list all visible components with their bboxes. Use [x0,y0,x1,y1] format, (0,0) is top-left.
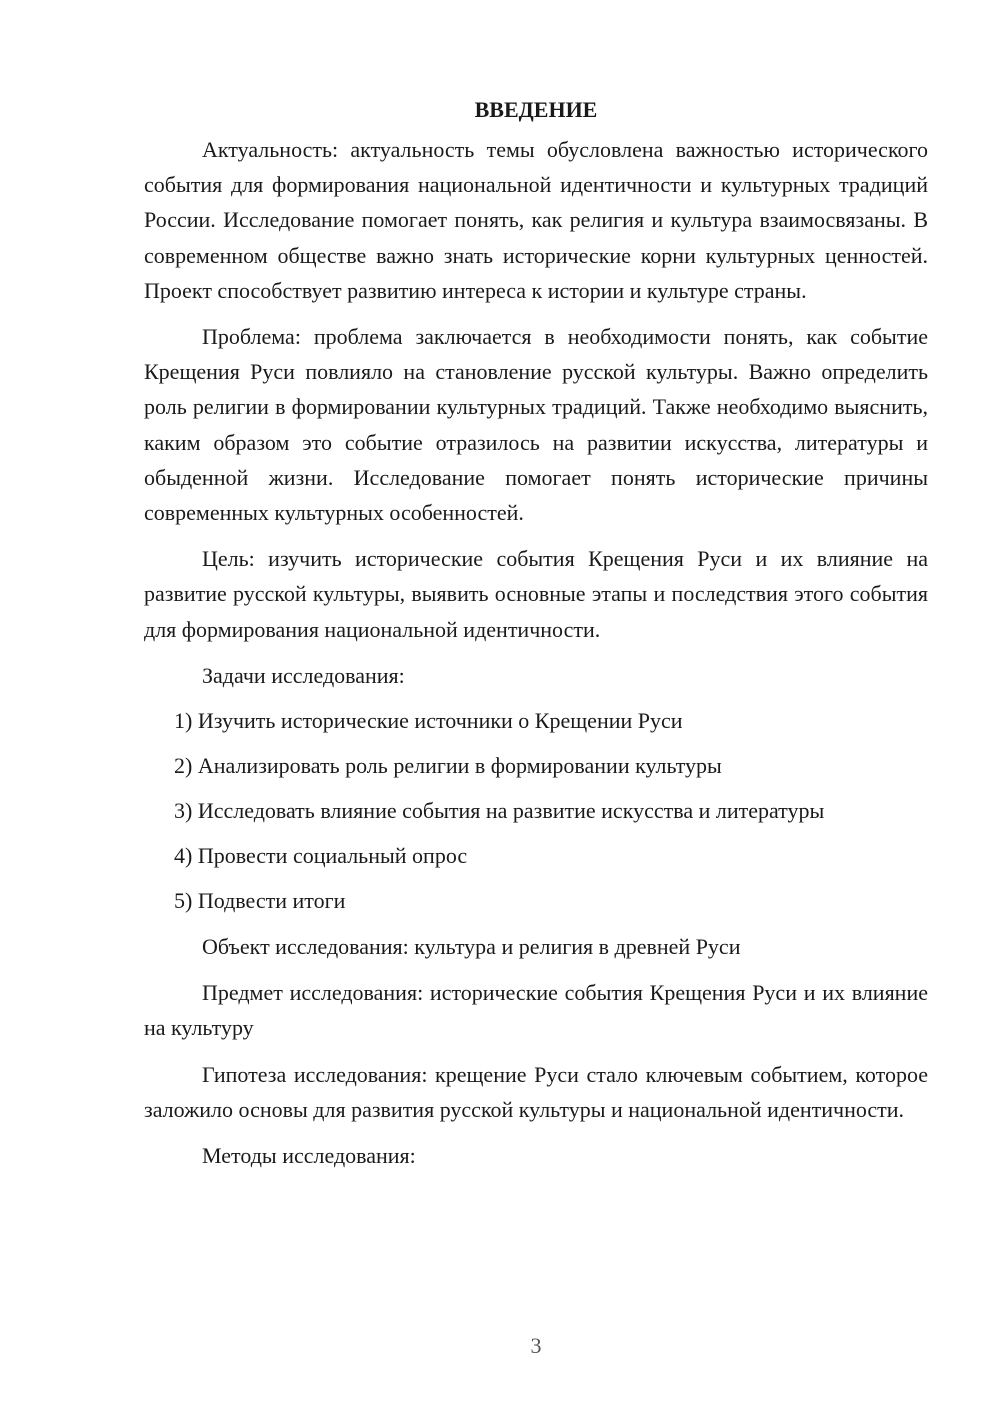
object-paragraph: Объект исследования: культура и религия в древней Руси [202,934,741,960]
list-item: 4) Провести социальный опрос [174,843,468,869]
list-item: 1) Изучить исторические источники о Крещении Руси [174,708,683,734]
tasks-title: Задачи исследования: [202,662,405,688]
document-page [144,92,928,1184]
hypothesis-paragraph: Гипотеза исследования: крещение Руси стало ключевым событием, которое заложило основы для развития русской культуры и национальной идентичности. [144,1061,928,1122]
list-item: 2) Анализировать роль религии в формировании культуры [174,753,722,779]
goal-paragraph: Цель: изучить исторические события Крещения Руси и их влияние на развитие русской культуры, выявить основные этапы и последствия этого события для формирования национальной идентичности. [144,546,928,642]
methods-title: Методы исследования: [202,1143,416,1169]
subject-paragraph: Предмет исследования: исторические события Крещения Руси и их влияние на культуру [144,980,928,1041]
page-number: 3 [530,1333,542,1358]
relevance-paragraph: Актуальность: актуальность темы обусловлена важностью исторического события для формирования национальной идентичности и культурных традиций России. Исследование помогает понять, как религия и культура взаимосвязаны. В современном обществе важно знать исторические корни культурных ценностей. Проект способствует развитию интереса к истории и культуре страны. [144,137,928,303]
list-item: 5) Подвести итоги [174,888,346,914]
problem-paragraph: Проблема: проблема заключается в необходимости понять, как событие Крещения Руси повлияло на становление русской культуры. Важно определить роль религии в формировании культурных традиций. Также необходимо выяснить, каким образом это событие отразилось на развитии искусства, литературы и обыденной жизни. Исследование помогает понять исторические причины современных культурных особенностей. [144,324,928,526]
tasks-list [144,704,928,918]
document-heading: ВВЕДЕНИЕ [474,97,598,122]
list-item: 3) Исследовать влияние события на развитие искусства и литературы [174,798,825,824]
